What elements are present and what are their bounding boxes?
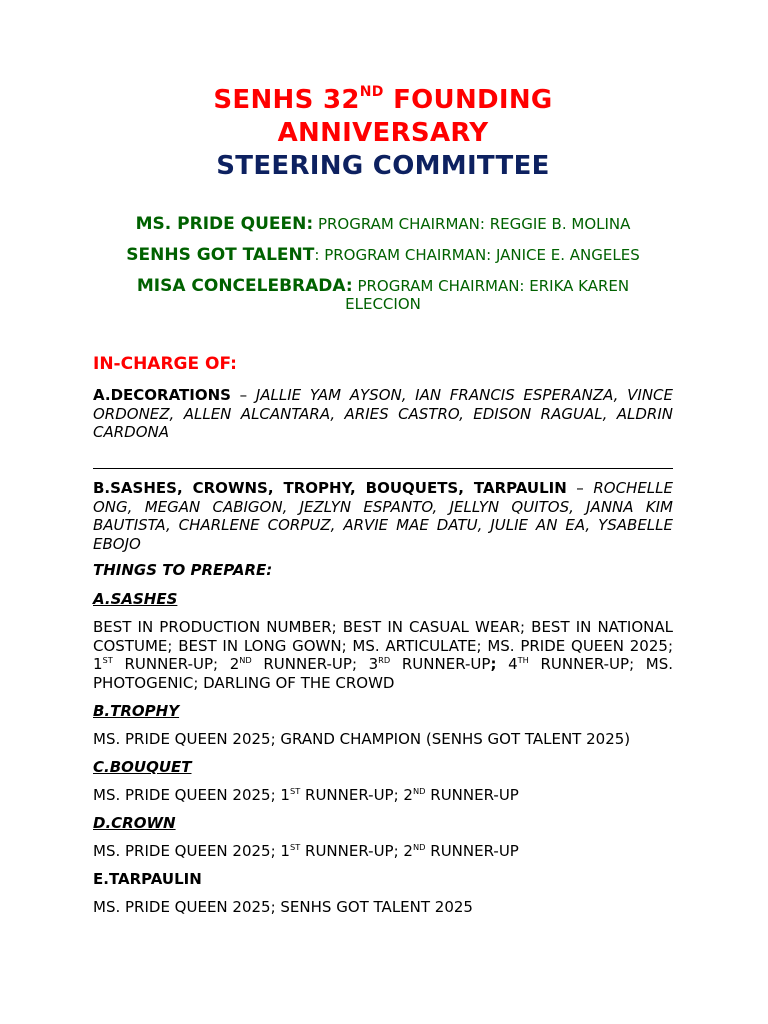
sashes-heading: A.SASHES	[93, 590, 178, 608]
program-item: MS. PRIDE QUEEN: PROGRAM CHAIRMAN: REGGIE B. MOLINA	[135, 214, 631, 234]
sashes-committee-paragraph: B.SASHES, CROWNS, TROPHY, BOUQUETS, TARPAULIN – ROCHELLE ONG, MEGAN CABIGON, JEZLYN ESPANTO, JELLYN QUITOS, JANNA KIM BAUTISTA, CHARLENE CORPUZ, ARVIE MAE DATU, JULIE AN EA, YSABELLE EBOJO	[93, 479, 673, 553]
document-page	[93, 84, 673, 916]
trophy-list: MS. PRIDE QUEEN 2025; GRAND CHAMPION (SENHS GOT TALENT 2025)	[93, 730, 631, 748]
decorations-paragraph: A.DECORATIONS – JALLIE YAM AYSON, IAN FRANCIS ESPERANZA, VINCE ORDONEZ, ALLEN ALCANTARA, ARIES CASTRO, EDISON RAGUAL, ALDRIN CARDONA	[93, 386, 673, 441]
crown-heading: D.CROWN	[93, 814, 176, 832]
program-item: MISA CONCELEBRADA: PROGRAM CHAIRMAN: ERIKA KAREN ELECCION	[136, 276, 630, 313]
bouquet-list: MS. PRIDE QUEEN 2025; 1ST RUNNER-UP; 2ND RUNNER-UP	[93, 786, 519, 804]
tarpaulin-heading: E.TARPAULIN	[93, 870, 202, 888]
bouquet-heading: C.BOUQUET	[93, 758, 192, 776]
document-title	[93, 84, 673, 183]
divider	[93, 468, 673, 469]
title-line-1: SENHS 32ND FOUNDING	[213, 84, 553, 115]
title-line-3: STEERING COMMITTEE	[216, 151, 550, 181]
title-line-2: ANNIVERSARY	[277, 118, 489, 148]
tarpaulin-list: MS. PRIDE QUEEN 2025; SENHS GOT TALENT 2025	[93, 898, 473, 916]
program-item: SENHS GOT TALENT: PROGRAM CHAIRMAN: JANICE E. ANGELES	[126, 245, 640, 265]
things-heading: THINGS TO PREPARE:	[93, 561, 273, 579]
crown-list: MS. PRIDE QUEEN 2025; 1ST RUNNER-UP; 2ND RUNNER-UP	[93, 842, 519, 860]
in-charge-heading: IN-CHARGE OF:	[93, 354, 237, 374]
sashes-list: BEST IN PRODUCTION NUMBER; BEST IN CASUAL WEAR; BEST IN NATIONAL COSTUME; BEST IN LONG GOWN; MS. ARTICULATE; MS. PRIDE QUEEN 2025; 1ST RUNNER-UP; 2ND RUNNER-UP; 3RD RUNNER-UP; 4TH RUNNER-UP; MS. PHOTOGENIC; DARLING OF THE CROWD	[93, 618, 673, 692]
trophy-heading: B.TROPHY	[93, 702, 180, 720]
